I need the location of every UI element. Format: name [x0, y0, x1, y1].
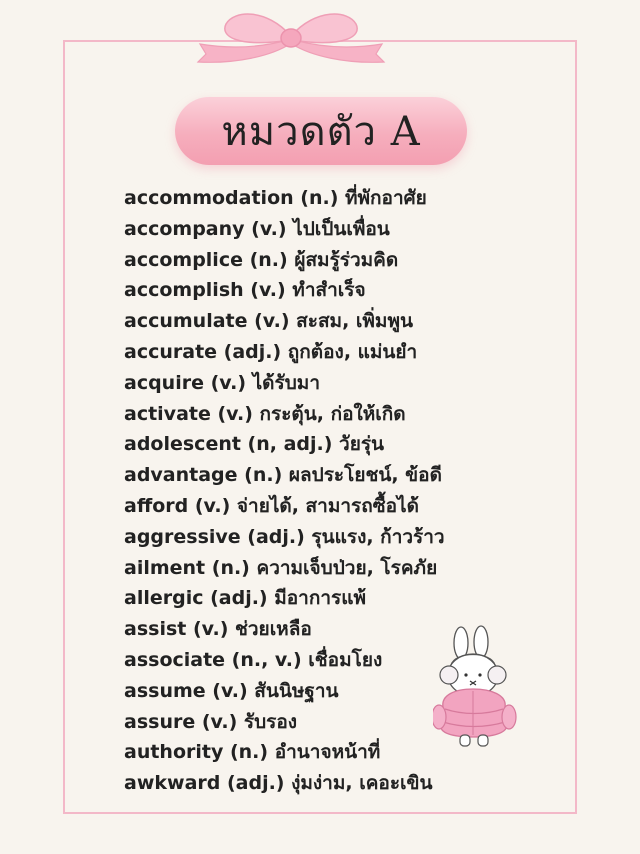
vocab-entry: advantage (n.) ผลประโยชน์, ข้อดี — [124, 464, 442, 487]
ribbon-bow-icon — [196, 6, 386, 76]
vocab-entry: accommodation (n.) ที่พักอาศัย — [124, 187, 427, 209]
vocab-entry: accomplish (v.) ทำสำเร็จ — [124, 279, 366, 302]
title-banner — [175, 97, 467, 165]
page-title: หมวดตัว A — [221, 109, 421, 155]
vocab-entry: adolescent (n, adj.) วัยรุ่น — [124, 433, 385, 456]
vocab-entry: activate (v.) กระตุ้น, ก่อให้เกิด — [124, 402, 406, 425]
vocab-entry: awkward (adj.) งุ่มง่าม, เคอะเขิน — [124, 772, 433, 795]
vocab-entry: associate (n., v.) เชื่อมโยง — [124, 648, 383, 671]
vocabulary-list — [124, 183, 445, 799]
vocab-entry: acquire (v.) ได้รับมา — [124, 371, 320, 394]
vocab-entry: aggressive (adj.) รุนแรง, ก้าวร้าว — [124, 525, 445, 548]
vocab-entry: assume (v.) สันนิษฐาน — [124, 679, 339, 702]
vocab-entry: ailment (n.) ความเจ็บป่วย, โรคภัย — [124, 556, 438, 579]
vocab-entry: assist (v.) ช่วยเหลือ — [124, 618, 312, 641]
vocab-entry: allergic (adj.) มีอาการแพ้ — [124, 587, 366, 610]
vocab-entry: afford (v.) จ่ายได้, สามารถซื้อได้ — [124, 494, 419, 517]
vocab-entry: accompany (v.) ไปเป็นเพื่อน — [124, 217, 390, 240]
vocab-entry: authority (n.) อำนาจหน้าที่ — [124, 741, 381, 764]
vocab-entry: accumulate (v.) สะสม, เพิ่มพูน — [124, 310, 413, 333]
vocab-entry: accurate (adj.) ถูกต้อง, แม่นยำ — [124, 340, 418, 363]
bunny-icon — [433, 625, 517, 750]
vocab-entry: accomplice (n.) ผู้สมรู้ร่วมคิด — [124, 248, 399, 271]
vocab-entry: assure (v.) รับรอง — [124, 710, 298, 733]
